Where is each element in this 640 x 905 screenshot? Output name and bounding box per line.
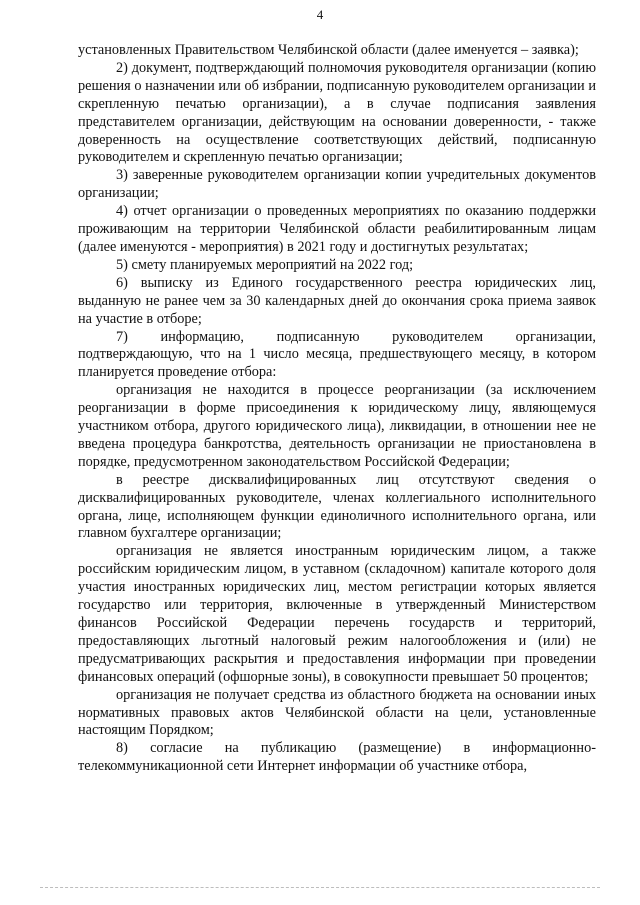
paragraph-item-2: 2) документ, подтверждающий полномочия руководителя организации (копию решения о назначении или об избрании, подписанную руководителем организации и скрепленную печатью организации), а в случае подписания заявления представителем организации, действующим на основании доверенности, - также доверенность на осуществление соответствующих действий, подписанную руководителем и скрепленную печатью организации;: [78, 59, 596, 166]
paragraph-item-4: 4) отчет организации о проведенных мероприятиях по оказанию поддержки проживающим на территории Челябинской области реабилитированным лицам (далее именуются - мероприятия) в 2021 году и достигнутых результатах;: [78, 203, 596, 255]
paragraph-continuation: установленных Правительством Челябинской области (далее именуется – заявка);: [78, 42, 579, 58]
paragraph-item-8: 8) согласие на публикацию (размещение) в информационно-телекоммуникационной сети Интернет информации об участнике отбора,: [78, 740, 596, 775]
document-body: [78, 42, 596, 776]
paragraph-item-3: 3) заверенные руководителем организации копии учредительных документов организации;: [78, 167, 596, 202]
paragraph-item-6: 6) выписку из Единого государственного реестра юридических лиц, выданную не ранее чем за 30 календарных дней до окончания срока приема заявок на участие в отборе;: [78, 274, 596, 327]
page-bottom-divider: [40, 887, 600, 888]
paragraph-regional-budget: организация не получает средства из областного бюджета на основании иных нормативных правовых актов Челябинской области на цели, установленные настоящим Порядком;: [78, 686, 596, 739]
page-number: 4: [316, 7, 324, 22]
paragraph-item-7: 7) информацию, подписанную руководителем организации, подтверждающую, что на 1 число месяца, предшествующего месяцу, в котором планируется проведение отбора:: [78, 328, 596, 381]
paragraph-foreign-entity: организация не является иностранным юридическим лицом, а также российским юридическим лицом, в уставном (складочном) капитале которого доля участия иностранных юридических лиц, местом регистрации которых является государство или территория, включенные в утвержденный Министерством финансов Российской Федерации перечень государств и территорий, предоставляющих льготный налоговый режим налогообложения и (или) не предусматривающих раскрытия и предоставления информации при проведении финансовых операций (офшорные зоны), в совокупности превышает 50 процентов;: [78, 543, 596, 685]
paragraph-disqualified-registry: в реестре дисквалифицированных лиц отсутствуют сведения о дисквалифицированных руководителе, членах коллегиального исполнительного органа, лице, исполняющем функции единоличного исполнительного органа, или главном бухгалтере организации;: [78, 471, 596, 542]
paragraph-reorganization: организация не находится в процессе реорганизации (за исключением реорганизации в форме присоединения к юридическому лицу, являющемуся участником отбора, другого юридического лица), ликвидации, в отношении нее не введена процедура банкротства, деятельность организации не приостановлена в порядке, предусмотренном законодательством Российской Федерации;: [78, 382, 596, 470]
paragraph-item-5: 5) смету планируемых мероприятий на 2022 год;: [116, 256, 414, 273]
